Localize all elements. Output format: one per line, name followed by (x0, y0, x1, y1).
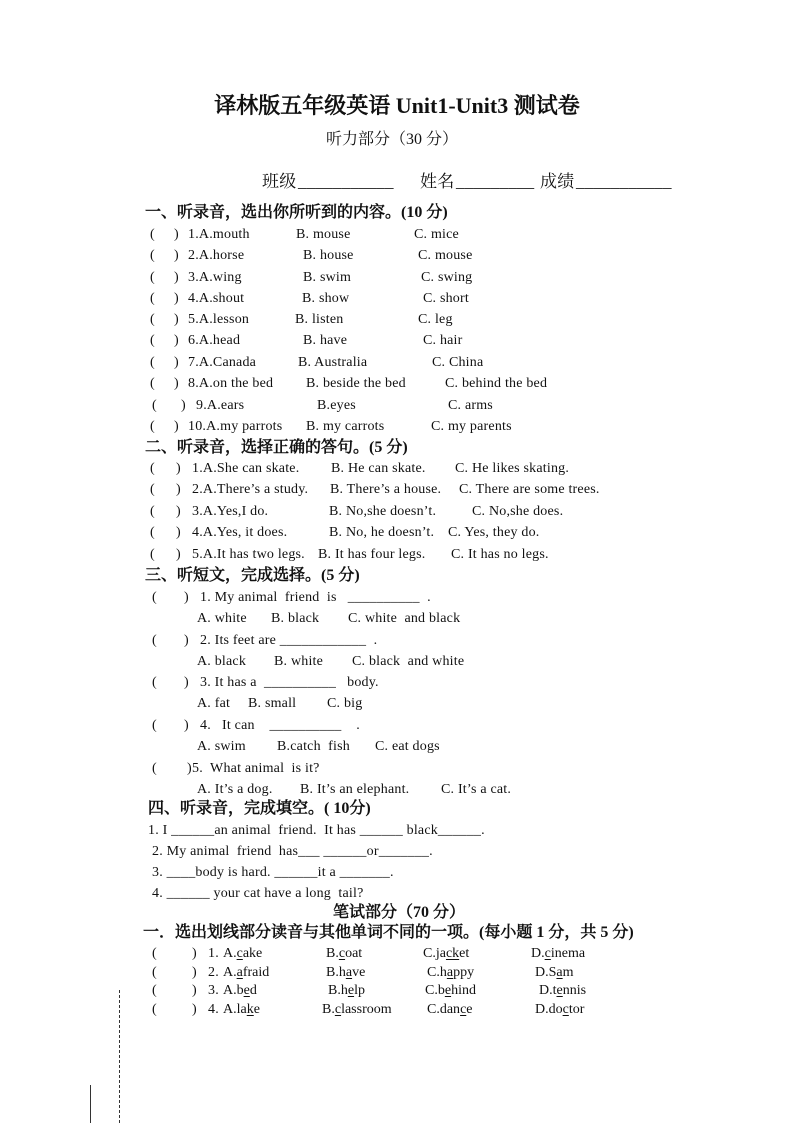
question-row (0, 632, 794, 650)
answer-bracket-close: ) (174, 376, 179, 391)
class-blank: ___________ (298, 172, 394, 191)
option-b: B. small (248, 696, 297, 711)
option-c: C. It’s a cat. (441, 782, 512, 797)
option-a: A.afraid (223, 965, 270, 980)
option-b: B. have (303, 333, 348, 348)
option-d: D.doctor (535, 1002, 585, 1017)
option-b: B. He can skate. (331, 461, 426, 476)
question-row (0, 589, 794, 607)
option-b: B.catch fish (277, 739, 350, 754)
section-heading (0, 799, 794, 819)
option-d: D.tennis (539, 983, 587, 998)
score-label: 成绩 (540, 172, 575, 191)
underlined-letters: c (562, 1002, 569, 1017)
fill-in-sentence: 3. ____body is hard. ______it a _______. (152, 865, 394, 880)
question-text: 1. My animal friend is __________ . (200, 590, 431, 605)
section-heading (0, 566, 794, 586)
part2-heading: 二、听录音，选择正确的答句。(5 分) (145, 439, 408, 456)
answer-bracket-close: ) (184, 590, 189, 605)
answer-bracket-close: ) (176, 482, 181, 497)
question-row (0, 311, 794, 329)
question-row (0, 964, 794, 982)
option-c: C. behind the bed (445, 376, 548, 391)
option-b: B.help (328, 983, 365, 998)
answer-bracket-close: ) (181, 398, 186, 413)
option-b: B. black (271, 611, 320, 626)
option-a: A.bed (223, 983, 257, 998)
answer-bracket-open: ( (150, 376, 155, 391)
section-heading (0, 903, 794, 923)
option-b: B. No, he doesn’t. (329, 525, 435, 540)
answer-bracket-close: ) (174, 333, 179, 348)
options-row (0, 695, 794, 713)
underlined-letters: a (345, 965, 353, 980)
fill-in-sentence: 1. I ______an animal friend. It has ______ black______. (148, 823, 485, 838)
question-row (0, 290, 794, 308)
option-b: B.eyes (317, 398, 356, 413)
underlined-letters: e (556, 983, 563, 998)
section-heading (0, 923, 794, 943)
answer-bracket-close: ) (176, 525, 181, 540)
option-c: C. my parents (431, 419, 512, 434)
fill-in-sentence: 2. My animal friend has___ ______or_______. (152, 844, 433, 859)
option-c: C.dance (427, 1002, 473, 1017)
answer-bracket-open: ( (152, 398, 157, 413)
option-a: A. black (197, 654, 247, 669)
option-c: C. Yes, they do. (448, 525, 540, 540)
option-c: C. big (327, 696, 363, 711)
question-text: 2. Its feet are ____________ . (200, 633, 378, 648)
option-c: C. arms (448, 398, 493, 413)
question-row (0, 418, 794, 436)
score-blank: ___________ (576, 172, 672, 191)
answer-bracket-open: ( (152, 633, 157, 648)
option-b: B. mouse (296, 227, 351, 242)
answer-bracket-open: ( (150, 525, 155, 540)
option-a: 4.A.Yes, it does. (192, 525, 288, 540)
option-c: C. leg (418, 312, 453, 327)
option-b: B.classroom (322, 1002, 392, 1017)
option-a: 9.A.ears (196, 398, 245, 413)
answer-bracket-close: ) (192, 965, 197, 980)
question-row (0, 247, 794, 265)
answer-bracket-open: ( (150, 482, 155, 497)
options-row (0, 653, 794, 671)
underlined-letters: c (460, 1002, 467, 1017)
fill-in-row (0, 885, 794, 903)
question-text: 5. What animal is it? (192, 761, 320, 776)
answer-bracket-close: ) (174, 227, 179, 242)
answer-bracket-open: ( (150, 355, 155, 370)
option-a: 8.A.on the bed (188, 376, 274, 391)
option-b: B. house (303, 248, 354, 263)
question-row (0, 481, 794, 499)
question-row (0, 760, 794, 778)
option-a: A. fat (197, 696, 231, 711)
option-b: B. show (302, 291, 350, 306)
answer-bracket-close: ) (176, 547, 181, 562)
question-row (0, 226, 794, 244)
answer-bracket-close: ) (184, 718, 189, 733)
fill-in-row (0, 822, 794, 840)
question-row (0, 546, 794, 564)
section-heading (0, 438, 794, 458)
option-c: C. black and white (352, 654, 465, 669)
question-number: 3. (208, 983, 219, 998)
question-row (0, 397, 794, 415)
answer-bracket-open: ( (150, 419, 155, 434)
answer-bracket-close: ) (187, 761, 192, 776)
answer-bracket-close: ) (192, 946, 197, 961)
underlined-letters: e (444, 983, 452, 998)
option-a: 1.A.She can skate. (192, 461, 300, 476)
option-c: C. eat dogs (375, 739, 440, 754)
name-label: 姓名 (420, 172, 455, 191)
option-a: 6.A.head (188, 333, 241, 348)
underlined-letters: a (556, 965, 563, 980)
question-text: 3. It has a __________ body. (200, 675, 379, 690)
answer-bracket-open: ( (150, 312, 155, 327)
option-b: B. beside the bed (306, 376, 406, 391)
part1-heading: 一、听录音，选出你所听到的内容。(10 分) (145, 204, 448, 221)
answer-bracket-open: ( (152, 965, 157, 980)
answer-bracket-close: ) (184, 633, 189, 648)
option-b: B. There’s a house. (330, 482, 442, 497)
option-c: C. It has no legs. (451, 547, 549, 562)
answer-bracket-close: ) (192, 1002, 197, 1017)
answer-bracket-open: ( (152, 718, 157, 733)
underlined-letters: c (334, 1002, 342, 1017)
answer-bracket-close: ) (176, 504, 181, 519)
answer-bracket-open: ( (150, 461, 155, 476)
answer-bracket-close: ) (176, 461, 181, 476)
option-b: B. white (274, 654, 324, 669)
option-b: B.have (326, 965, 366, 980)
option-c: C. white and black (348, 611, 461, 626)
option-b: B. swim (303, 270, 352, 285)
question-row (0, 332, 794, 350)
answer-bracket-close: ) (174, 270, 179, 285)
option-c: C. swing (421, 270, 473, 285)
options-row (0, 781, 794, 799)
question-row (0, 354, 794, 372)
underlined-letters: ck (445, 946, 460, 961)
option-b: B. Australia (298, 355, 368, 370)
option-c: C. There are some trees. (459, 482, 600, 497)
option-a: 2.A.horse (188, 248, 245, 263)
question-row (0, 375, 794, 393)
fill-in-sentence: 4. ______ your cat have a long tail? (152, 886, 364, 901)
answer-bracket-close: ) (192, 983, 197, 998)
option-a: 5.A.It has two legs. (192, 547, 305, 562)
answer-bracket-close: ) (174, 248, 179, 263)
answer-bracket-open: ( (150, 291, 155, 306)
option-c: C.behind (425, 983, 476, 998)
question-row (0, 945, 794, 963)
option-a: A.lake (223, 1002, 260, 1017)
binding-solid-line (90, 1085, 91, 1123)
option-c: C. China (432, 355, 484, 370)
answer-bracket-close: ) (184, 675, 189, 690)
answer-bracket-close: ) (174, 291, 179, 306)
option-b: B. listen (295, 312, 344, 327)
underlined-letters: c (236, 946, 243, 961)
question-number: 4. (208, 1002, 219, 1017)
question-text: 4. It can __________ . (200, 718, 360, 733)
answer-bracket-close: ) (174, 312, 179, 327)
name-blank: _________ (456, 172, 535, 191)
option-c: C. mouse (418, 248, 473, 263)
answer-bracket-open: ( (152, 1002, 157, 1017)
answer-bracket-open: ( (152, 946, 157, 961)
answer-bracket-open: ( (150, 504, 155, 519)
exam-title: 译林版五年级英语 Unit1-Unit3 测试卷 (214, 93, 580, 118)
option-d: D.cinema (531, 946, 586, 961)
option-c: C.jacket (423, 946, 470, 961)
option-a: 4.A.shout (188, 291, 245, 306)
option-c: C. hair (423, 333, 463, 348)
options-row (0, 610, 794, 628)
underlined-letters: c (338, 946, 346, 961)
answer-bracket-open: ( (152, 761, 157, 776)
option-d: D.Sam (535, 965, 574, 980)
fill-in-row (0, 843, 794, 861)
written-section1-heading: 一．选出划线部分读音与其他单词不同的一项。(每小题 1 分，共 5 分) (143, 924, 634, 941)
option-a: A. swim (197, 739, 246, 754)
option-c: C. He likes skating. (455, 461, 570, 476)
question-number: 1. (208, 946, 219, 961)
option-c: C. short (423, 291, 469, 306)
question-row (0, 503, 794, 521)
question-number: 2. (208, 965, 219, 980)
question-row (0, 460, 794, 478)
option-a: 2.A.There’s a study. (192, 482, 309, 497)
option-c: C. mice (414, 227, 459, 242)
listening-part-subtitle: 听力部分（30 分） (325, 131, 458, 148)
underlined-letters: a (236, 965, 243, 980)
answer-bracket-close: ) (174, 355, 179, 370)
underlined-letters: e (243, 983, 250, 998)
answer-bracket-close: ) (174, 419, 179, 434)
option-b: B. No,she doesn’t. (329, 504, 437, 519)
underlined-letters: e (347, 983, 355, 998)
fill-in-row (0, 864, 794, 882)
option-a: A. It’s a dog. (197, 782, 273, 797)
option-b: B.coat (326, 946, 363, 961)
underlined-letters: c (544, 946, 551, 961)
binding-dashed-line (119, 990, 120, 1123)
option-c: C. No,she does. (472, 504, 564, 519)
answer-bracket-open: ( (150, 547, 155, 562)
answer-bracket-open: ( (152, 983, 157, 998)
answer-bracket-open: ( (150, 270, 155, 285)
question-row (0, 717, 794, 735)
option-a: 5.A.lesson (188, 312, 250, 327)
option-a: 3.A.Yes,I do. (192, 504, 269, 519)
class-label: 班级 (262, 172, 297, 191)
option-a: A.cake (223, 946, 263, 961)
part3-heading: 三、听短文，完成选择。(5 分) (145, 567, 360, 584)
answer-bracket-open: ( (152, 590, 157, 605)
question-row (0, 674, 794, 692)
option-a: 7.A.Canada (188, 355, 257, 370)
option-b: B. my carrots (306, 419, 385, 434)
answer-bracket-open: ( (150, 333, 155, 348)
option-b: B. It has four legs. (318, 547, 426, 562)
written-part-heading: 笔试部分（70 分） (333, 904, 466, 921)
answer-bracket-open: ( (152, 675, 157, 690)
part4-heading: 四、听录音，完成填空。( 10分) (148, 800, 371, 817)
underlined-letters: a (446, 965, 454, 980)
option-c: C.happy (427, 965, 475, 980)
underlined-letters: k (246, 1002, 254, 1017)
option-a: 3.A.wing (188, 270, 242, 285)
answer-bracket-open: ( (150, 227, 155, 242)
option-b: B. It’s an elephant. (300, 782, 410, 797)
question-row (0, 269, 794, 287)
section-heading (0, 203, 794, 223)
option-a: 1.A.mouth (188, 227, 250, 242)
answer-bracket-open: ( (150, 248, 155, 263)
question-row (0, 524, 794, 542)
option-a: 10.A.my parrots (188, 419, 283, 434)
option-a: A. white (197, 611, 247, 626)
student-info-line (0, 171, 794, 193)
options-row (0, 738, 794, 756)
